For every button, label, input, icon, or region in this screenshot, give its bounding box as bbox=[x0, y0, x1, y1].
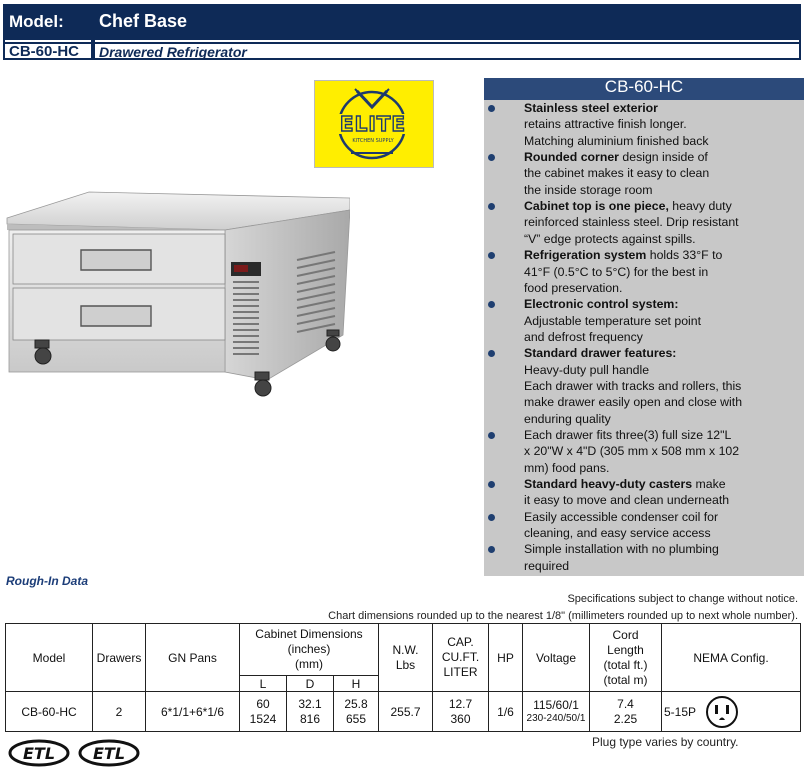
cell-nema bbox=[662, 692, 801, 732]
feature-line: enduring quality bbox=[524, 411, 611, 426]
model-code: CB-60-HC bbox=[9, 43, 80, 60]
header-nema: NEMA Config. bbox=[662, 624, 801, 692]
cell-length: 60 1524 bbox=[240, 692, 287, 732]
bullet-icon bbox=[488, 301, 495, 308]
bullet-icon bbox=[488, 203, 495, 210]
header-length: L bbox=[240, 676, 287, 692]
bullet-icon bbox=[488, 546, 495, 553]
bullet-icon bbox=[488, 481, 495, 488]
cell-height: 25.8 655 bbox=[334, 692, 379, 732]
bullet-icon bbox=[488, 432, 495, 439]
cell-cord-length: 7.4 2.25 bbox=[590, 692, 662, 732]
header-gn-pans: GN Pans bbox=[146, 624, 240, 692]
header-cord-length: Cord Length (total ft.) (total m) bbox=[590, 624, 662, 692]
feature-line: required bbox=[524, 558, 570, 573]
etl-sanitation-icon bbox=[78, 739, 140, 772]
feature-line: cleaning, and easy service access bbox=[524, 526, 711, 541]
feature-line: 41°F (0.5°C to 5°C) for the best in bbox=[524, 264, 709, 279]
feature-line: mm) food pans. bbox=[524, 460, 610, 475]
cell-depth: 32.1 816 bbox=[287, 692, 334, 732]
feature-line: Matching aluminium finished back bbox=[524, 133, 709, 148]
logo-text: ELITE bbox=[339, 112, 407, 136]
feature-line: Easily accessible condenser coil for bbox=[524, 509, 719, 524]
cell-net-weight: 255.7 bbox=[379, 692, 433, 732]
feature-line: and defrost frequency bbox=[524, 329, 643, 344]
model-label: Model: bbox=[9, 12, 64, 31]
cell-gn-pans: 6*1/1+6*1/6 bbox=[146, 692, 240, 732]
header-cabinet-dimensions: Cabinet Dimensions (inches) (mm) bbox=[240, 624, 379, 676]
feature-line: “V” edge protects against spills. bbox=[524, 231, 696, 246]
cell-voltage: 115/60/1 230-240/50/1 bbox=[523, 692, 590, 732]
feature-line: the inside storage room bbox=[524, 182, 653, 197]
product-subtitle: Drawered Refrigerator bbox=[99, 44, 247, 60]
header-banner bbox=[3, 4, 801, 60]
etl-listed-icon bbox=[8, 739, 70, 772]
bullet-icon bbox=[488, 252, 495, 259]
feature-line: retains attractive finish longer. bbox=[524, 117, 687, 132]
feature-line: Stainless steel exterior bbox=[524, 101, 658, 115]
spec-change-note: Specifications subject to change without notice. bbox=[567, 593, 798, 605]
bullet-icon bbox=[488, 154, 495, 161]
bullet-icon bbox=[488, 105, 495, 112]
feature-line: Rounded corner design inside of bbox=[524, 150, 708, 165]
svg-text:ETL: ETL bbox=[22, 744, 56, 763]
dimensions-table bbox=[5, 623, 801, 732]
feature-line: reinforced stainless steel. Drip resistant bbox=[524, 215, 739, 230]
feature-line: Each drawer fits three(3) full size 12"L bbox=[524, 428, 732, 442]
header-height: H bbox=[334, 676, 379, 692]
product-name: Chef Base bbox=[99, 11, 188, 31]
spec-panel-title: CB-60-HC bbox=[604, 77, 684, 96]
feature-line: the cabinet makes it easy to clean bbox=[524, 166, 710, 181]
plug-outlet-icon bbox=[705, 695, 739, 729]
feature-line: Cabinet top is one piece, heavy duty bbox=[524, 199, 732, 214]
logo-tagline: KITCHEN SUPPLY bbox=[352, 138, 394, 144]
nema-label: 5-15P bbox=[664, 704, 697, 719]
header-capacity: CAP. CU.FT. LITER bbox=[433, 624, 489, 692]
feature-line: x 20"W x 4"D (305 mm x 508 mm x 102 bbox=[524, 444, 740, 459]
feature-line: Adjustable temperature set point bbox=[524, 313, 702, 328]
feature-line: Standard drawer features: bbox=[524, 346, 677, 361]
feature-line: Heavy-duty pull handle bbox=[524, 362, 650, 377]
header-model: Model bbox=[6, 624, 93, 692]
header-depth: D bbox=[287, 676, 334, 692]
feature-line: Simple installation with no plumbing bbox=[524, 542, 719, 557]
feature-line: Refrigeration system holds 33°F to bbox=[524, 248, 723, 263]
rounding-note: Chart dimensions rounded up to the nearest 1/8" (millimeters rounded up to next whole number). bbox=[328, 610, 798, 622]
chef-base-illustration bbox=[5, 190, 350, 400]
plug-type-note: Plug type varies by country. bbox=[592, 735, 739, 749]
header-net-weight: N.W. Lbs bbox=[379, 624, 433, 692]
feature-line: Standard heavy-duty casters make bbox=[524, 477, 726, 492]
feature-line: Electronic control system: bbox=[524, 297, 679, 312]
cell-drawers: 2 bbox=[93, 692, 146, 732]
bullet-icon bbox=[488, 350, 495, 357]
feature-line: food preservation. bbox=[524, 280, 623, 295]
rough-in-heading: Rough-In Data bbox=[6, 574, 88, 588]
feature-line: Each drawer with tracks and rollers, this bbox=[524, 378, 742, 393]
cell-model: CB-60-HC bbox=[6, 692, 93, 732]
elite-logo bbox=[314, 80, 434, 168]
cell-capacity: 12.7 360 bbox=[433, 692, 489, 732]
cell-hp: 1/6 bbox=[489, 692, 523, 732]
svg-text:ETL: ETL bbox=[92, 744, 126, 763]
spec-panel bbox=[484, 78, 804, 576]
header-voltage: Voltage bbox=[523, 624, 590, 692]
table-row bbox=[6, 692, 801, 732]
feature-line: it easy to move and clean underneath bbox=[524, 493, 730, 508]
header-drawers: Drawers bbox=[93, 624, 146, 692]
header-hp: HP bbox=[489, 624, 523, 692]
feature-line: make drawer easily open and close with bbox=[524, 395, 743, 410]
bullet-icon bbox=[488, 514, 495, 521]
